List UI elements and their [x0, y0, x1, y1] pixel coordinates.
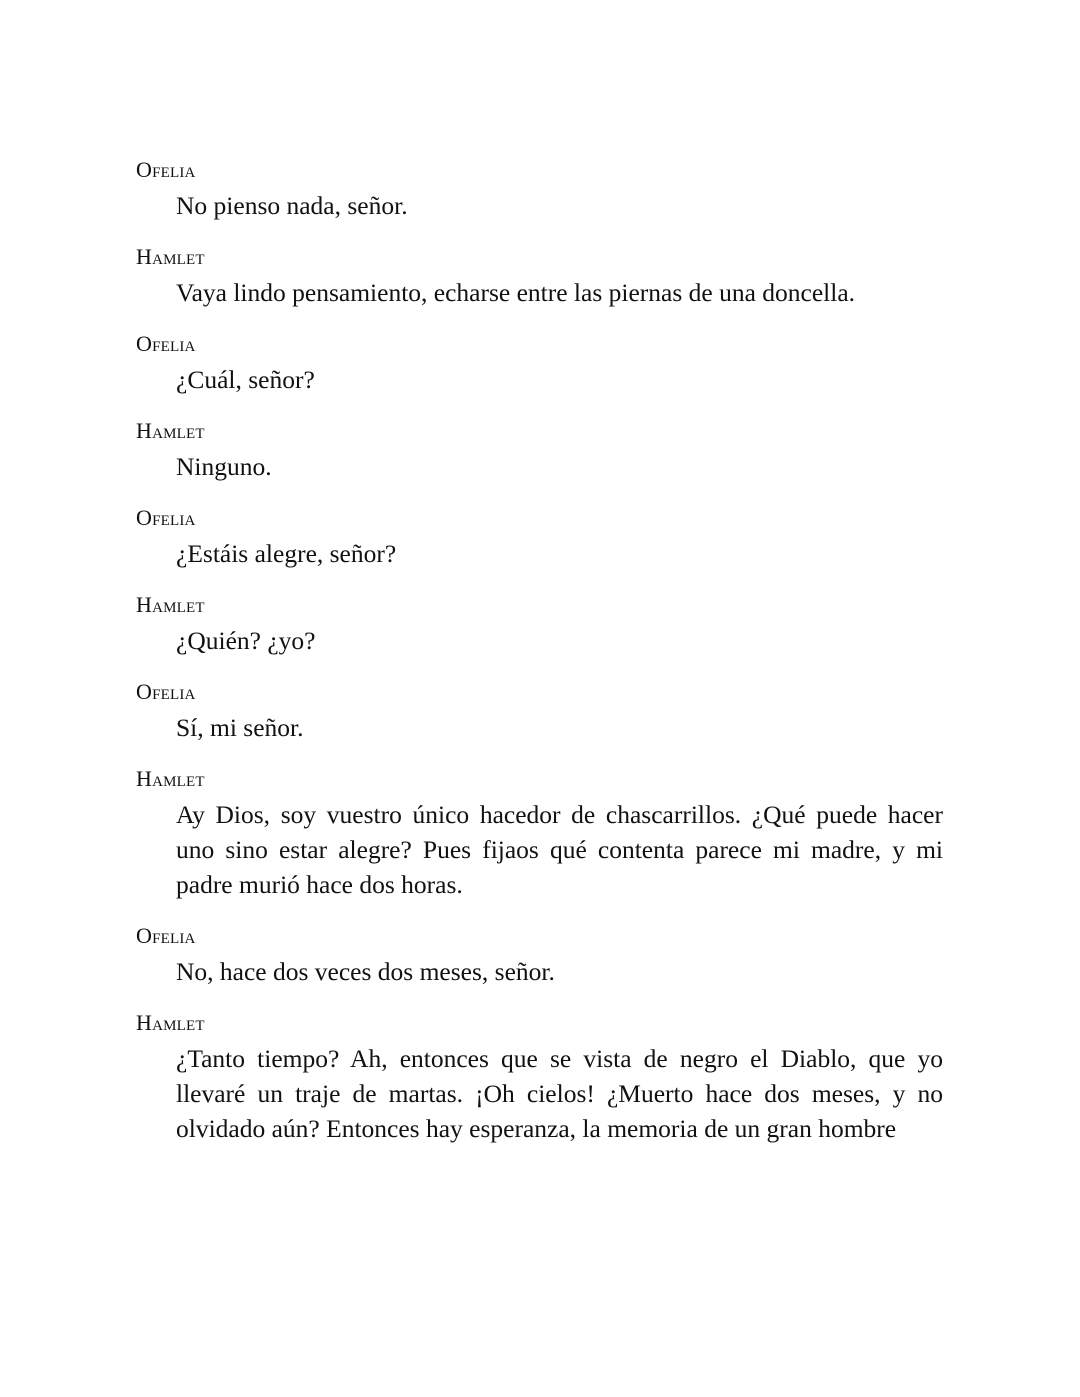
speaker-name: Hamlet	[136, 418, 205, 443]
speaker-name: Hamlet	[136, 244, 205, 269]
dialogue-entry	[136, 238, 1080, 310]
dialogue-line: Ay Dios, soy vuestro único hacedor de chascarrillos. ¿Qué puede hacer uno sino estar alegre? Pues fijaos qué contenta parece mi madre, y mi padre murió hace dos horas.	[176, 800, 943, 899]
dialogue-entry	[136, 499, 1080, 571]
dialogue-entry	[136, 412, 1080, 484]
dialogue-line: No, hace dos veces dos meses, señor.	[176, 957, 555, 986]
dialogue-line: Vaya lindo pensamiento, echarse entre las piernas de una doncella.	[176, 278, 856, 307]
dialogue-entry	[136, 760, 1080, 902]
speaker-name: Ofelia	[136, 679, 196, 704]
dialogue-entry	[136, 917, 1080, 989]
dialogue-entry	[136, 151, 1080, 223]
dialogue-entry	[136, 325, 1080, 397]
dialogue-line: Ninguno.	[176, 452, 272, 481]
speaker-name: Hamlet	[136, 766, 205, 791]
speaker-name: Ofelia	[136, 331, 196, 356]
dialogue-line: ¿Tanto tiempo? Ah, entonces que se vista de negro el Diablo, que yo llevaré un traje de martas. ¡Oh cielos! ¿Muerto hace dos meses, y no olvidado aún? Entonces hay esperanza, la memoria de un gran hombre	[176, 1044, 943, 1143]
dialogue-line: ¿Estáis alegre, señor?	[176, 539, 397, 568]
speaker-name: Ofelia	[136, 923, 196, 948]
speaker-name: Ofelia	[136, 505, 196, 530]
dialogue-entry	[136, 586, 1080, 658]
dialogue-entry	[136, 673, 1080, 745]
speaker-name: Hamlet	[136, 1010, 205, 1035]
dialogue-line: Sí, mi señor.	[176, 713, 304, 742]
dialogue-line: ¿Quién? ¿yo?	[176, 626, 316, 655]
speaker-name: Hamlet	[136, 592, 205, 617]
dialogue-line: ¿Cuál, señor?	[176, 365, 315, 394]
speaker-name: Ofelia	[136, 157, 196, 182]
dialogue-line: No pienso nada, señor.	[176, 191, 408, 220]
dialogue-entry	[136, 1004, 1080, 1146]
